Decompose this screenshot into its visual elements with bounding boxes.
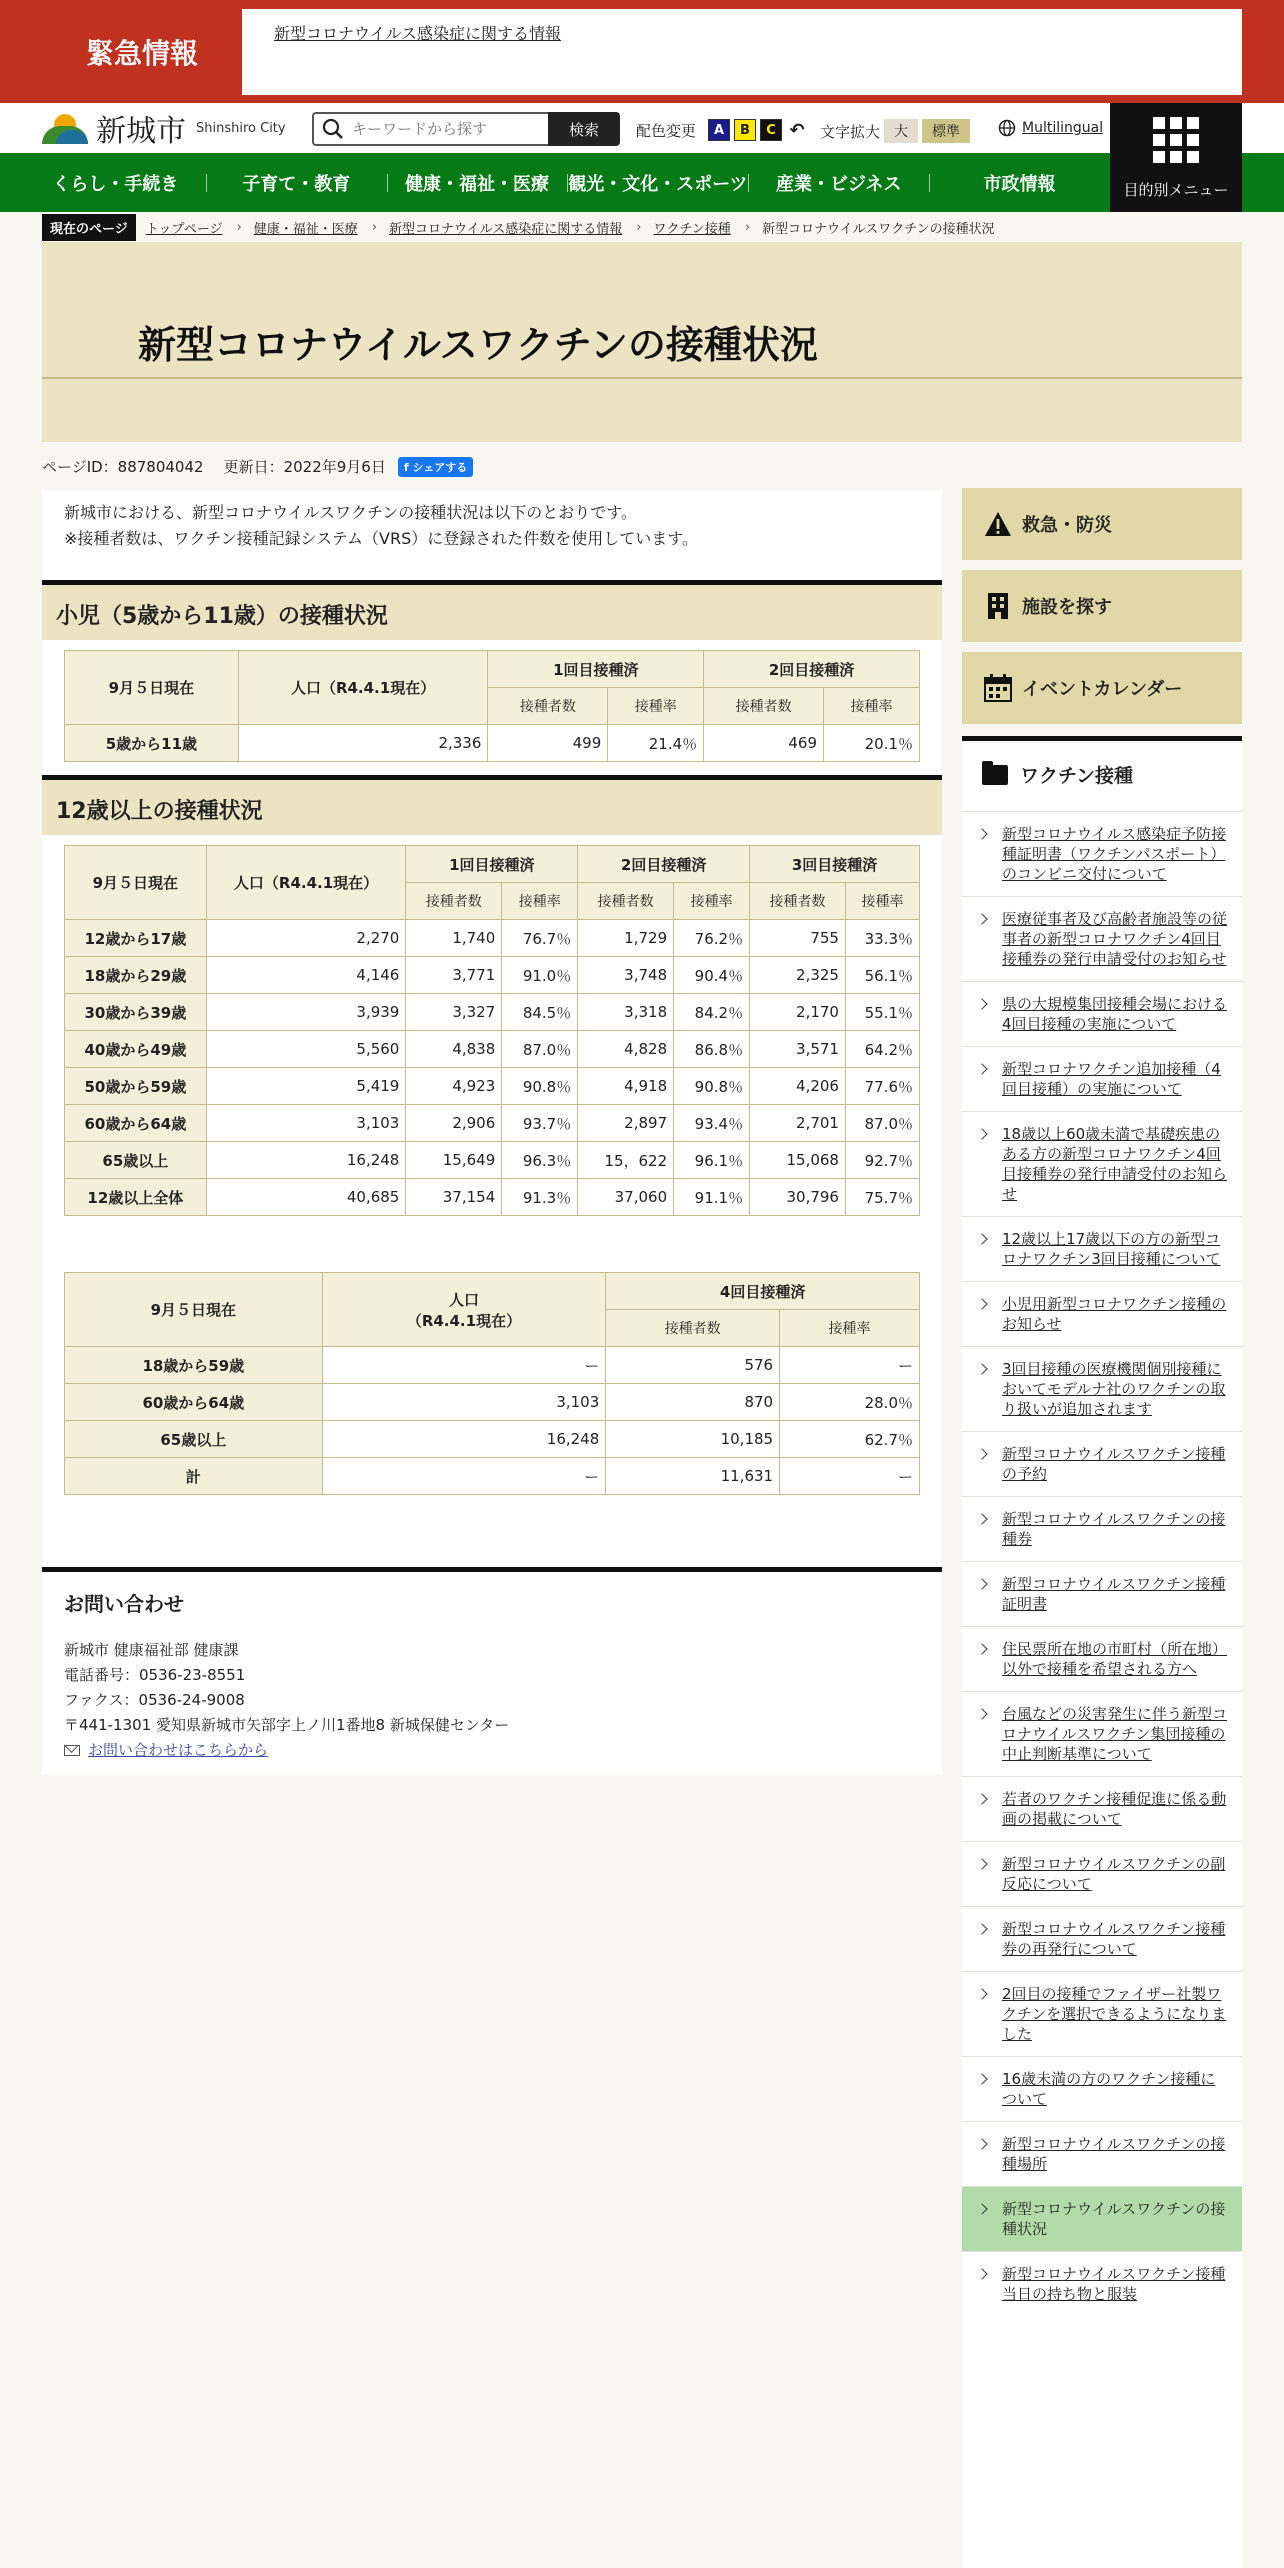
intro-line: ※接種者数は、ワクチン接種記録システム（VRS）に登録された件数を使用しています。 [64, 529, 698, 548]
header-population [322, 1273, 606, 1347]
multilingual-link[interactable]: Multilingual [1022, 120, 1104, 136]
intro-line: 新城市における、新型コロナウイルスワクチンの接種状況は以下のとおりです。 [64, 503, 637, 522]
cell-dose2-rate: 90.8％ [674, 1068, 750, 1105]
vaccine-link[interactable]: 小児用新型コロナワクチン接種のお知らせ [1002, 1295, 1227, 1333]
cell-dose2-count: 4,918 [578, 1068, 674, 1105]
nav-item-health[interactable]: 健康・福祉・医療 [387, 170, 568, 196]
vaccine-menu-heading [982, 761, 1133, 788]
cell-dose4-rate: ー [780, 1347, 920, 1384]
list-item-current [962, 2186, 1242, 2251]
cell-dose3-rate: 75.7％ [845, 1179, 919, 1216]
font-size-switcher [820, 119, 970, 143]
vaccine-link[interactable]: 新型コロナウイルスワクチンの接種場所 [1002, 2135, 1226, 2173]
font-standard-button[interactable]: 標準 [922, 119, 970, 143]
row-label: 65歳以上 [65, 1421, 323, 1458]
header-rate: 接種率 [780, 1310, 920, 1347]
cell-population: 16,248 [206, 1142, 406, 1179]
header-date: 9月５日現在 [65, 651, 239, 725]
site-name: 新城市 [96, 114, 186, 149]
building-icon [984, 592, 1012, 620]
list-item [962, 1431, 1242, 1496]
header-dose4: 4回目接種済 [606, 1273, 920, 1310]
cell-dose4-rate: 62.7％ [780, 1421, 920, 1458]
vaccine-link[interactable]: 医療従事者及び高齢者施設等の従事者の新型コロナワクチン4回目接種券の発行申請受付のお知らせ [1002, 910, 1228, 968]
row-label: 60歳から64歳 [65, 1105, 207, 1142]
cell-dose1-rate: 87.0％ [502, 1031, 578, 1068]
chevron-right-icon: › [371, 219, 378, 235]
search-button[interactable]: 検索 [548, 112, 620, 146]
list-item [962, 1561, 1242, 1626]
table-row [65, 1179, 920, 1216]
search-form [312, 112, 620, 146]
search-icon [322, 118, 344, 140]
intro-text [64, 500, 698, 552]
page-title: 新型コロナウイルスワクチンの接種状況 [138, 323, 818, 367]
row-label: 12歳から17歳 [65, 920, 207, 957]
font-label: 文字拡大 [820, 122, 881, 141]
cell-dose3-count: 15,068 [750, 1142, 846, 1179]
cell-population: ー [322, 1347, 606, 1384]
vaccine-link[interactable]: 18歳以上60歳未満で基礎疾患のある方の新型コロナワクチン4回目接種券の発行申請受付のお知らせ [1002, 1125, 1228, 1203]
cell-population: 16,248 [322, 1421, 606, 1458]
cell-dose3-rate: 56.1％ [845, 957, 919, 994]
cell-dose3-count: 755 [750, 920, 846, 957]
color-c-button[interactable]: C [760, 119, 782, 141]
list-item [962, 1111, 1242, 1216]
cell-population: 3,103 [322, 1384, 606, 1421]
vaccine-menu-title: ワクチン接種 [1020, 765, 1134, 787]
calendar-icon [984, 674, 1012, 702]
folder-icon [982, 765, 1008, 785]
list-item [962, 896, 1242, 981]
header-rate: 接種率 [824, 688, 920, 725]
cell-dose1-count: 1,740 [406, 920, 502, 957]
list-item [962, 1281, 1242, 1346]
city-emblem-icon [42, 112, 88, 144]
cell-dose1-count: 37,154 [406, 1179, 502, 1216]
title-divider [42, 377, 1242, 379]
emergency-label: 緊急情報 [85, 37, 198, 70]
vaccine-link[interactable]: 台風などの災害発生に伴う新型コロナウイルスワクチン集団接種の中止判断基準について [1002, 1705, 1228, 1763]
cell-dose1-rate: 90.8％ [502, 1068, 578, 1105]
cell-dose1-rate: 96.3％ [502, 1142, 578, 1179]
row-label: 60歳から64歳 [65, 1384, 323, 1421]
cell-dose3-rate: 64.2％ [845, 1031, 919, 1068]
list-item [962, 1626, 1242, 1691]
contact-address: 〒441-1301 愛知県新城市矢部字上ノ川1番地8 新城保健センター [64, 1716, 510, 1734]
child-section-heading [42, 580, 942, 640]
cell-dose1-rate: 21.4％ [608, 725, 704, 762]
list-item [962, 1776, 1242, 1841]
breadcrumb-item[interactable]: 新型コロナウイルス感染症に関する情報 [389, 221, 623, 237]
cell-dose1-rate: 93.7％ [502, 1105, 578, 1142]
color-a-button[interactable]: A [708, 119, 730, 141]
breadcrumb-here-label: 現在のページ [42, 214, 136, 241]
vaccine-link[interactable]: 2回目の接種でファイザー社製ワクチンを選択できるようになりました [1002, 1985, 1227, 2043]
cell-population: 5,419 [206, 1068, 406, 1105]
page-id: ページID：887804042 [42, 458, 204, 476]
vaccine-link[interactable]: 12歳以上17歳以下の方の新型コロナワクチン3回目接種について [1002, 1230, 1221, 1268]
facebook-share-button[interactable]: f シェアする [398, 457, 473, 477]
cell-dose3-count: 2,170 [750, 994, 846, 1031]
emergency-box [242, 9, 1242, 95]
table-row [65, 957, 920, 994]
table-row [65, 725, 920, 762]
contact-dept: 新城市 健康福祉部 健康課 [64, 1641, 239, 1659]
vaccine-link[interactable]: 16歳未満の方のワクチン接種について [1002, 2070, 1216, 2108]
header-dose3: 3回目接種済 [750, 846, 920, 883]
list-item [962, 1346, 1242, 1431]
row-label: 40歳から49歳 [65, 1031, 207, 1068]
header-dose1: 1回目接種済 [488, 651, 704, 688]
cell-dose2-rate: 96.1％ [674, 1142, 750, 1179]
cell-dose1-rate: 76.7％ [502, 920, 578, 957]
contact-title: お問い合わせ [64, 1592, 184, 1616]
header-count: 接種者数 [488, 688, 608, 725]
cell-dose1-count: 3,327 [406, 994, 502, 1031]
cell-dose1-rate: 91.0％ [502, 957, 578, 994]
vaccine-menu [962, 736, 1242, 2568]
list-item [962, 1841, 1242, 1906]
fourth-dose-table [64, 1272, 920, 1495]
cell-dose1-count: 15,649 [406, 1142, 502, 1179]
page-meta [42, 456, 473, 477]
cell-dose2-count: 3,748 [578, 957, 674, 994]
cell-dose2-count: 37,060 [578, 1179, 674, 1216]
header-population: 人口（R4.4.1現在） [206, 846, 406, 920]
header-dose2: 2回目接種済 [578, 846, 750, 883]
cell-dose3-rate: 77.6％ [845, 1068, 919, 1105]
cell-dose3-count: 2,325 [750, 957, 846, 994]
cell-dose2-rate: 20.1％ [824, 725, 920, 762]
row-label: 30歳から39歳 [65, 994, 207, 1031]
chevron-right-icon: › [744, 219, 751, 235]
chevron-right-icon: › [236, 219, 242, 235]
list-item [962, 1046, 1242, 1111]
header-count: 接種者数 [704, 688, 824, 725]
list-item [962, 1691, 1242, 1776]
cell-dose2-count: 1,729 [578, 920, 674, 957]
header-rate: 接種率 [845, 883, 919, 920]
cell-dose2-rate: 93.4％ [674, 1105, 750, 1142]
cell-population: ー [322, 1458, 606, 1495]
nav-item-government[interactable]: 市政情報 [929, 170, 1110, 196]
color-switcher [636, 119, 808, 141]
color-b-button[interactable]: B [734, 119, 756, 141]
header-rate: 接種率 [502, 883, 578, 920]
header-count: 接種者数 [578, 883, 674, 920]
cell-dose1-count: 499 [488, 725, 608, 762]
search-field [312, 112, 548, 146]
cell-dose3-rate: 55.1％ [845, 994, 919, 1031]
list-item [962, 1906, 1242, 1971]
header-count: 接種者数 [406, 883, 502, 920]
main-content [42, 490, 942, 1775]
nav-item-childcare[interactable]: 子育て・教育 [206, 170, 387, 196]
nav-item-business[interactable]: 産業・ビジネス [748, 170, 929, 196]
side-facility-label: 施設を探す [1022, 597, 1112, 618]
list-item [962, 2121, 1242, 2186]
table-row [65, 1068, 920, 1105]
cell-dose3-count: 4,206 [750, 1068, 846, 1105]
row-label: 5歳から11歳 [65, 725, 239, 762]
table-row [65, 1347, 920, 1384]
cell-dose3-rate: 87.0％ [845, 1105, 919, 1142]
vaccine-link[interactable]: 新型コロナウイルスワクチン接種当日の持ち物と服装 [1002, 2265, 1226, 2303]
list-item [962, 1971, 1242, 2056]
cell-dose3-count: 3,571 [750, 1031, 846, 1068]
row-label: 50歳から59歳 [65, 1068, 207, 1105]
cell-dose2-count: 469 [704, 725, 824, 762]
table-row [65, 1458, 920, 1495]
cell-dose1-rate: 91.3％ [502, 1179, 578, 1216]
list-item [962, 1216, 1242, 1281]
cell-dose3-rate: 92.7％ [845, 1142, 919, 1179]
header-count: 接種者数 [606, 1310, 780, 1347]
breadcrumb [42, 212, 995, 242]
vaccine-link-current[interactable]: 新型コロナウイルスワクチンの接種状況 [1002, 2200, 1226, 2238]
adult-vaccination-table [64, 845, 920, 1216]
cell-population: 3,103 [206, 1105, 406, 1142]
row-label: 65歳以上 [65, 1142, 207, 1179]
cell-population: 3,939 [206, 994, 406, 1031]
cell-dose1-count: 4,838 [406, 1031, 502, 1068]
vaccine-link[interactable]: 新型コロナウイルスワクチン接種証明書 [1002, 1575, 1226, 1613]
table-row [65, 1142, 920, 1179]
header-population: 人口（R4.4.1現在） [238, 651, 488, 725]
cell-dose2-rate: 91.1％ [674, 1179, 750, 1216]
adult-section-heading [42, 775, 942, 835]
cell-dose2-rate: 86.8％ [674, 1031, 750, 1068]
grid-menu-icon [1153, 117, 1199, 163]
header-population-line2: （R4.4.1現在） [406, 1311, 522, 1330]
cell-dose1-rate: 84.5％ [502, 994, 578, 1031]
cell-dose4-count: 10,185 [606, 1421, 780, 1458]
site-logo[interactable] [42, 109, 286, 147]
cell-dose1-count: 2,906 [406, 1105, 502, 1142]
side-emergency-label: 救急・防災 [1022, 515, 1112, 536]
vaccine-link[interactable]: 新型コロナウイルスワクチン接種券の再発行について [1002, 1920, 1226, 1958]
cell-dose2-rate: 76.2％ [674, 920, 750, 957]
vaccine-link[interactable]: 新型コロナウイルスワクチン接種の予約 [1002, 1445, 1226, 1483]
color-reset-icon[interactable]: ↶ [786, 119, 808, 141]
vaccine-link[interactable]: 3回目接種の医療機関個別接種においてモデルナ社のワクチンの取り扱いが追加されます [1002, 1360, 1226, 1418]
table-row [65, 1031, 920, 1068]
header-population-line1: 人口 [448, 1290, 479, 1309]
cell-dose3-rate: 33.3％ [845, 920, 919, 957]
cell-dose3-count: 2,701 [750, 1105, 846, 1142]
purpose-menu-button[interactable] [1110, 103, 1242, 212]
list-item [962, 1496, 1242, 1561]
cell-dose2-rate: 90.4％ [674, 957, 750, 994]
header-dose2: 2回目接種済 [704, 651, 920, 688]
breadcrumb-item[interactable]: ワクチン接種 [653, 221, 731, 237]
cell-dose1-count: 4,923 [406, 1068, 502, 1105]
cell-dose2-count: 3,318 [578, 994, 674, 1031]
cell-dose2-count: 2,897 [578, 1105, 674, 1142]
globe-icon [998, 119, 1016, 137]
cell-dose4-rate: ー [780, 1458, 920, 1495]
row-label: 計 [65, 1458, 323, 1495]
cell-dose4-count: 870 [606, 1384, 780, 1421]
list-item [962, 981, 1242, 1046]
side-event-button[interactable] [962, 652, 1242, 724]
child-section-title: 小児（5歳から11歳）の接種状況 [56, 604, 388, 629]
updated-date: 更新日：2022年9月6日 [223, 458, 386, 476]
contact-mail-row [64, 1738, 509, 1763]
breadcrumb-item[interactable]: 健康・福祉・医療 [253, 221, 358, 237]
global-nav [0, 153, 1284, 212]
cell-dose4-count: 11,631 [606, 1458, 780, 1495]
cell-population: 5,560 [206, 1031, 406, 1068]
side-event-label: イベントカレンダー [1022, 679, 1183, 700]
cell-population: 2,336 [238, 725, 488, 762]
contact-fax: ファクス：0536-24-9008 [64, 1691, 245, 1709]
site-header [0, 103, 1284, 153]
color-label: 配色変更 [636, 121, 697, 140]
list-item [962, 2251, 1242, 2316]
row-label: 12歳以上全体 [65, 1179, 207, 1216]
breadcrumb-item[interactable]: トップページ [145, 221, 223, 237]
table-row [65, 920, 920, 957]
side-emergency-button[interactable] [962, 488, 1242, 560]
contact-section [42, 1567, 942, 1775]
chevron-right-icon: › [636, 219, 642, 235]
child-vaccination-table [64, 650, 920, 762]
vaccine-link[interactable]: 新型コロナウイルス感染症予防接種証明書（ワクチンパスポート）のコンビニ交付について [1002, 825, 1227, 883]
contact-tel: 電話番号：0536-23-8551 [64, 1666, 246, 1684]
emergency-link[interactable]: 新型コロナウイルス感染症に関する情報 [274, 24, 562, 43]
site-name-en: Shinshiro City [196, 120, 286, 136]
vaccine-link-list [962, 811, 1242, 2316]
share-label: シェアする [412, 460, 468, 474]
cell-population: 2,270 [206, 920, 406, 957]
table-row [65, 1421, 920, 1458]
vaccine-link[interactable]: 新型コロナウイルスワクチンの接種券 [1002, 1510, 1226, 1548]
table-row [65, 994, 920, 1031]
cell-dose4-count: 576 [606, 1347, 780, 1384]
purpose-menu-label: 目的別メニュー [1123, 181, 1229, 199]
cell-dose1-count: 3,771 [406, 957, 502, 994]
cell-dose2-rate: 84.2％ [674, 994, 750, 1031]
list-item [962, 811, 1242, 896]
title-band [42, 242, 1242, 442]
side-facility-button[interactable] [962, 570, 1242, 642]
multilingual [998, 119, 1103, 137]
list-item [962, 2056, 1242, 2121]
cell-dose3-count: 30,796 [750, 1179, 846, 1216]
row-label: 18歳から29歳 [65, 957, 207, 994]
nav-item-living[interactable]: くらし・手続き [52, 173, 179, 195]
vaccine-link[interactable]: 若者のワクチン接種促進に係る動画の掲載について [1002, 1790, 1227, 1828]
adult-section-title: 12歳以上の接種状況 [56, 799, 263, 824]
table-row [65, 1384, 920, 1421]
vaccine-link[interactable]: 住民票所在地の市町村（所在地）以外で接種を希望される方へ [1002, 1640, 1228, 1678]
cell-dose2-count: 4,828 [578, 1031, 674, 1068]
emergency-bar [0, 0, 1284, 103]
warning-icon [984, 510, 1012, 538]
breadcrumb-current: 新型コロナウイルスワクチンの接種状況 [762, 221, 995, 237]
cell-population: 40,685 [206, 1179, 406, 1216]
header-rate: 接種率 [608, 688, 704, 725]
cell-dose4-rate: 28.0％ [780, 1384, 920, 1421]
vaccine-link[interactable]: 新型コロナウイルスワクチンの副反応について [1002, 1855, 1226, 1893]
cell-dose2-count: 15，622 [578, 1142, 674, 1179]
cell-population: 4,146 [206, 957, 406, 994]
vaccine-link[interactable]: 新型コロナワクチン追加接種（4回目接種）の実施について [1002, 1060, 1221, 1098]
header-rate: 接種率 [674, 883, 750, 920]
envelope-icon [64, 1745, 80, 1756]
nav-item-tourism[interactable]: 観光・文化・スポーツ [567, 170, 748, 196]
font-large-button[interactable]: 大 [884, 119, 918, 143]
header-date: 9月５日現在 [65, 846, 207, 920]
header-dose1: 1回目接種済 [406, 846, 578, 883]
header-count: 接種者数 [750, 883, 846, 920]
row-label: 18歳から59歳 [65, 1347, 323, 1384]
search-input[interactable] [352, 120, 532, 138]
header-date: 9月５日現在 [65, 1273, 323, 1347]
table-row [65, 1105, 920, 1142]
contact-mail-link[interactable]: お問い合わせはこちらから [88, 1741, 269, 1759]
vaccine-link[interactable]: 県の大規模集団接種会場における4回目接種の実施について [1002, 995, 1228, 1033]
